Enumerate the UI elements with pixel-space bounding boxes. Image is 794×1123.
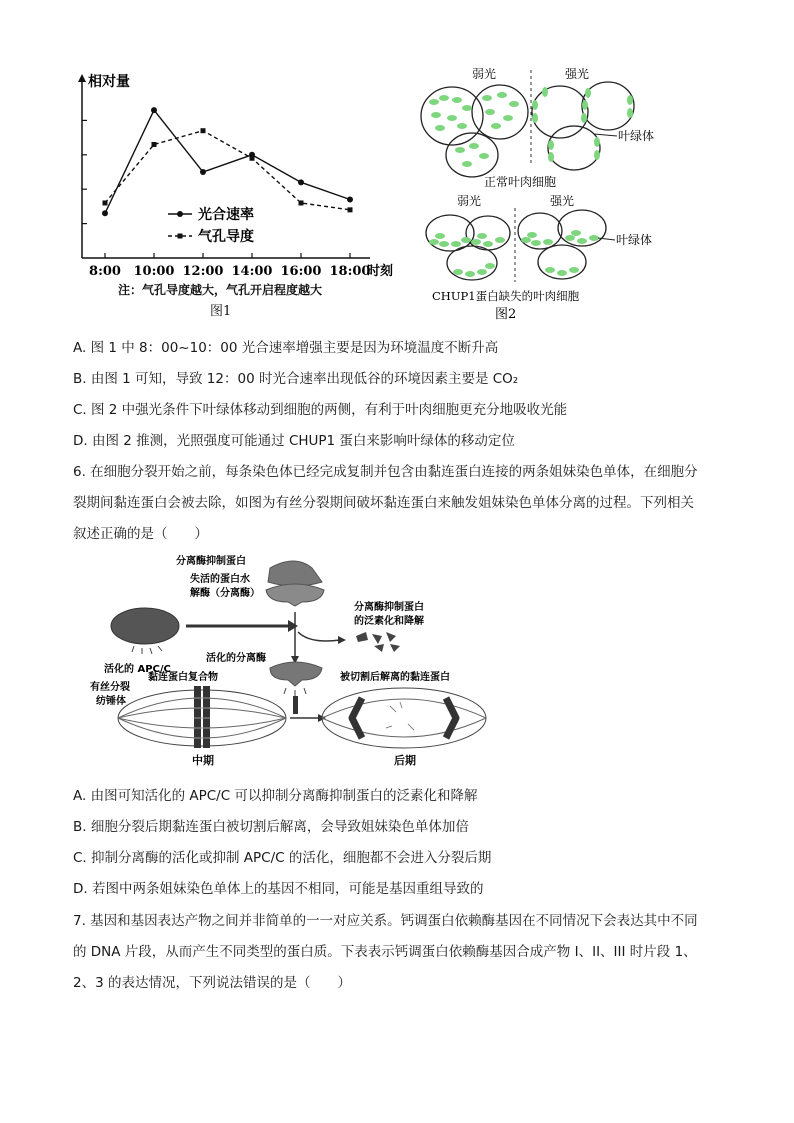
- q7-stem-line1: 7. 基因和基因表达产物之间并非简单的一一对应关系。钙调蛋白依赖酶基因在不同情况下会表达其中不同: [73, 913, 698, 929]
- x-tick-label: 10:00: [133, 264, 175, 279]
- data-point: [102, 210, 108, 216]
- data-point: [298, 179, 304, 185]
- series-line-0: [105, 110, 350, 213]
- legend-marker: [178, 234, 183, 239]
- label-activated-separase: 活化的分离酶: [206, 653, 266, 664]
- fig2-top-title: 正常叶肉细胞: [484, 175, 557, 189]
- q6-option-c: C. 抑制分离酶的活化或抑制 APC/C 的活化，细胞都不会进入分裂后期: [73, 850, 492, 866]
- arrow-head-right: [288, 620, 298, 632]
- legend-label-0: 光合速率: [198, 207, 254, 223]
- label-inhibitor-protein: 分离酶抑制蛋白: [176, 556, 246, 567]
- data-point: [299, 200, 304, 205]
- fig2-caption: 图2: [495, 307, 517, 320]
- x-tick-label: 16:00: [280, 264, 322, 279]
- data-point: [250, 156, 255, 161]
- q6-diagram: [90, 548, 490, 770]
- y-axis-label: 相对量: [88, 74, 130, 90]
- figure1-note: 注：气孔导度越大，气孔开启程度越大: [118, 283, 323, 297]
- x-tick-label: 14:00: [231, 264, 273, 279]
- q5-option-a: A. 图 1 中 8：00~10：00 光合速率增强主要是因为环境温度不断升高: [73, 340, 499, 356]
- apc-c-shape: [111, 608, 179, 644]
- fig2-top-chloroplast-label: 叶绿体: [618, 129, 655, 143]
- anaphase-cell: [322, 688, 486, 748]
- series-line-1: [105, 131, 350, 210]
- q6-option-d: D. 若图中两条姐妹染色单体上的基因不相同，可能是基因重组导致的: [73, 881, 484, 897]
- label-cut-cohesin: 被切割后解离的黏连蛋白: [340, 672, 450, 683]
- inactive-separase-shape: [266, 584, 324, 606]
- legend-label-1: 气孔导度: [198, 229, 254, 245]
- label-activated-apc-c: 活化的 APC/C: [104, 664, 171, 675]
- label-spindle-2: 纺锤体: [96, 696, 126, 707]
- x-tick-label: 18:00: [329, 264, 371, 279]
- legend-marker: [177, 211, 183, 217]
- data-point: [348, 207, 353, 212]
- q5-option-b: B. 由图 1 可知，导致 12：00 时光合速率出现低谷的环境因素主要是 CO₂: [73, 371, 519, 387]
- fig2-top-weak-cells: [421, 85, 528, 177]
- label-anaphase: 后期: [394, 754, 416, 767]
- q6-stem-line3: 叙述正确的是（ ）: [73, 526, 208, 542]
- q6-option-b: B. 细胞分裂后期黏连蛋白被切割后解离，会导致姐妹染色单体加倍: [73, 819, 469, 835]
- label-metaphase: 中期: [192, 754, 214, 767]
- label-degraded-2: 的泛素化和降解: [354, 616, 424, 627]
- label-degraded-1: 分离酶抑制蛋白: [354, 602, 424, 613]
- label-inactive-separase-2: 解酶（分离酶）: [190, 588, 260, 599]
- data-point: [200, 169, 206, 175]
- fig2-bottom-strong-label: 强光: [550, 194, 575, 208]
- x-axis-label: 时刻: [367, 264, 394, 279]
- fig2-top-strong-label: 强光: [565, 67, 590, 81]
- fig2-top-weak-label: 弱光: [472, 67, 497, 81]
- figure1-caption: 图1: [210, 304, 232, 319]
- activated-separase-shape: [270, 662, 322, 686]
- data-point: [201, 128, 206, 133]
- q5-option-c: C. 图 2 中强光条件下叶绿体移动到细胞的两侧，有利于叶肉细胞更充分地吸收光能: [73, 402, 568, 418]
- q5-option-d: D. 由图 2 推测，光照强度可能通过 CHUP1 蛋白来影响叶绿体的移动定位: [73, 433, 515, 449]
- q7-stem-line3: 2、3 的表达情况，下列说法错误的是（ ）: [73, 975, 351, 991]
- fig2-bottom-weak-label: 弱光: [457, 194, 482, 208]
- q6-stem-line2: 裂期间黏连蛋白会被去除，如图为有丝分裂期间破坏黏连蛋白来触发姐妹染色单体分离的过程。下列相关: [73, 495, 694, 511]
- figure2-diagram: [412, 60, 672, 320]
- label-cohesin-complex: 黏连蛋白复合物: [148, 672, 218, 683]
- degraded-fragments: [356, 632, 400, 652]
- label-inactive-separase-1: 失活的蛋白水: [190, 574, 250, 585]
- fig2-bottom-title: CHUP1蛋白缺失的叶肉细胞: [432, 289, 580, 303]
- inhibitor-protein-shape: [268, 561, 322, 586]
- data-point: [103, 200, 108, 205]
- label-spindle-1: 有丝分裂: [90, 682, 130, 693]
- q6-option-a: A. 由图可知活化的 APC/C 可以抑制分离酶抑制蛋白的泛素化和降解: [73, 788, 478, 804]
- fig2-bottom-weak-cells: [426, 215, 510, 280]
- q7-stem-line2: 的 DNA 片段，从而产生不同类型的蛋白质。下表表示钙调蛋白依赖酶基因合成产物 I、II、III 时片段 1、: [73, 944, 697, 960]
- x-tick-label: 12:00: [182, 264, 224, 279]
- fig2-top-strong-cells: [532, 82, 634, 170]
- x-tick-label: 8:00: [89, 264, 121, 279]
- metaphase-cell: [118, 686, 286, 748]
- y-axis-arrow: [78, 74, 86, 82]
- fig2-bottom-strong-cells: [518, 210, 606, 279]
- data-point: [152, 142, 157, 147]
- data-point: [347, 197, 353, 203]
- q6-stem-line1: 6. 在细胞分裂开始之前，每条染色体已经完成复制并包含由黏连蛋白连接的两条姐妹染色单体，在细胞分: [73, 464, 698, 480]
- fig2-bottom-chloroplast-label: 叶绿体: [616, 233, 653, 247]
- data-point: [151, 107, 157, 113]
